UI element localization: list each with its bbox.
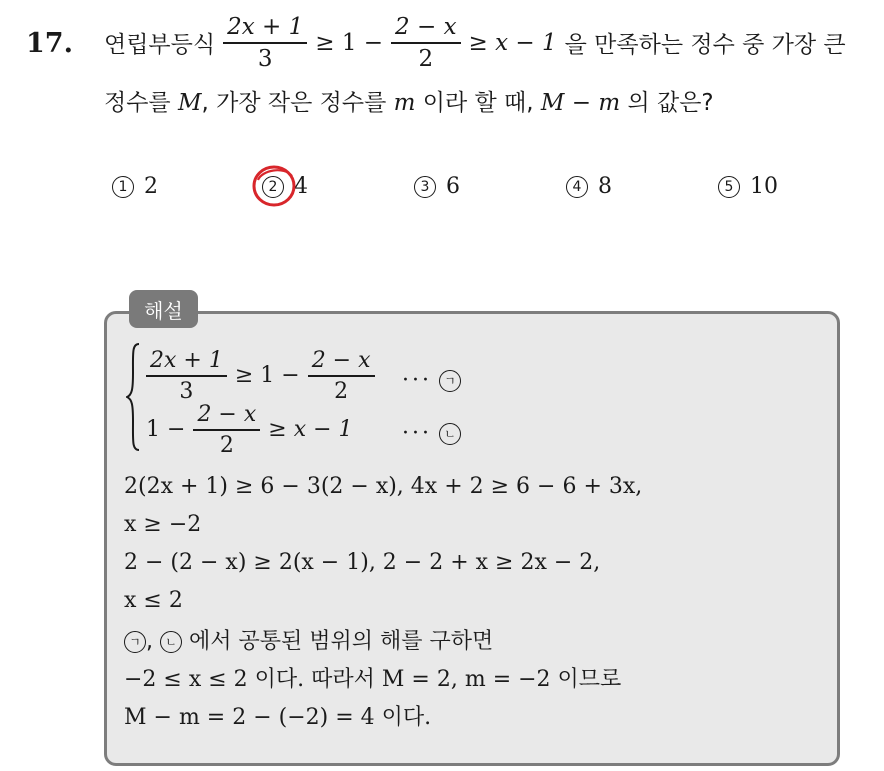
fraction-2-minus-x-over-2 — [391, 14, 461, 72]
choice-3[interactable] — [414, 174, 460, 199]
variable-m: m — [393, 90, 416, 116]
choice-5[interactable] — [718, 174, 778, 199]
fraction-2-minus-x-over-2 — [308, 348, 375, 404]
choice-4[interactable] — [566, 174, 612, 199]
choice-value: 8 — [598, 174, 612, 199]
solution-step-3: 2 − (2 − x) ≥ 2(x − 1), 2 − 2 + x ≥ 2x − 2, — [124, 550, 601, 575]
fraction-2-minus-x-over-2 — [193, 402, 260, 458]
choice-value: 6 — [446, 174, 460, 199]
fraction-denominator: 3 — [179, 378, 194, 404]
choice-1[interactable] — [112, 174, 158, 199]
question-number: 17. — [26, 28, 73, 59]
equation-label-2 — [402, 421, 461, 446]
solution-conclusion-2: −2 ≤ x ≤ 2 이다. 따라서 M = 2, m = −2 이므로 — [124, 667, 622, 692]
fraction-2x-plus-1-over-3 — [146, 348, 227, 404]
ellipsis: ··· — [402, 421, 432, 446]
question-lead: 연립부등식 — [104, 32, 216, 59]
inequality-middle: ≥ 1 − — [234, 363, 300, 389]
fraction-numerator: 2x + 1 — [227, 14, 304, 40]
question-after: 을 만족하는 정수 중 가장 큰 — [564, 32, 846, 59]
choice-number-circle: 2 — [262, 176, 284, 198]
solution-step-4: x ≤ 2 — [124, 588, 183, 613]
inequality-tail: ≥ x − 1 — [468, 29, 557, 56]
question-text: 이라 할 때, — [422, 90, 534, 116]
conclusion-text: 에서 공통된 범위의 해를 구하면 — [189, 629, 494, 654]
circled-label: ㄴ — [160, 631, 182, 653]
inequality-tail: ≥ x − 1 — [268, 417, 353, 443]
system-equation-2 — [146, 402, 353, 458]
fraction-denominator: 2 — [418, 45, 434, 72]
question-line-2 — [104, 84, 714, 117]
question-text: , 가장 작은 정수를 — [201, 90, 387, 116]
fraction-2x-plus-1-over-3 — [223, 14, 307, 72]
inequality-middle: ≥ 1 − — [315, 29, 384, 56]
choice-number-circle: 3 — [414, 176, 436, 198]
circled-label: ㄴ — [439, 423, 461, 445]
fraction-denominator: 2 — [219, 432, 234, 458]
system-equation-1 — [146, 348, 375, 404]
circled-label: ㄱ — [124, 631, 146, 653]
fraction-numerator: 2 − x — [197, 402, 257, 427]
question-line-1 — [104, 14, 846, 72]
equation-label-1 — [402, 368, 461, 393]
solution-step-2: x ≥ −2 — [124, 512, 202, 537]
solution-tag: 해설 — [129, 290, 198, 328]
choice-number-circle: 1 — [112, 176, 134, 198]
fraction-denominator: 2 — [334, 378, 349, 404]
circled-label: ㄱ — [439, 370, 461, 392]
fraction-numerator: 2 − x — [311, 348, 371, 373]
choice-value: 2 — [144, 174, 158, 199]
fraction-denominator: 3 — [257, 45, 273, 72]
choice-value: 10 — [750, 174, 778, 199]
solution-conclusion-1: ㄱ , ㄴ 에서 공통된 범위의 해를 구하면 — [124, 624, 493, 655]
fraction-numerator: 2x + 1 — [150, 348, 223, 373]
solution-conclusion-3: M − m = 2 − (−2) = 4 이다. — [124, 705, 432, 730]
fraction-numerator: 2 − x — [395, 14, 457, 40]
variable-M: M — [177, 90, 202, 116]
question-text: 의 값은? — [627, 90, 714, 116]
expression-M-minus-m: M − m — [540, 90, 621, 116]
system-brace-icon — [126, 343, 140, 451]
solution-step-1: 2(2x + 1) ≥ 6 − 3(2 − x), 4x + 2 ≥ 6 − 6 + 3x, — [124, 474, 643, 499]
choice-number-circle: 4 — [566, 176, 588, 198]
ellipsis: ··· — [402, 368, 432, 393]
choice-value: 4 — [294, 174, 308, 199]
question-text: 정수를 — [104, 90, 171, 116]
red-answer-mark-icon — [250, 162, 300, 210]
inequality-prefix: 1 − — [146, 417, 186, 443]
choice-number-circle: 5 — [718, 176, 740, 198]
